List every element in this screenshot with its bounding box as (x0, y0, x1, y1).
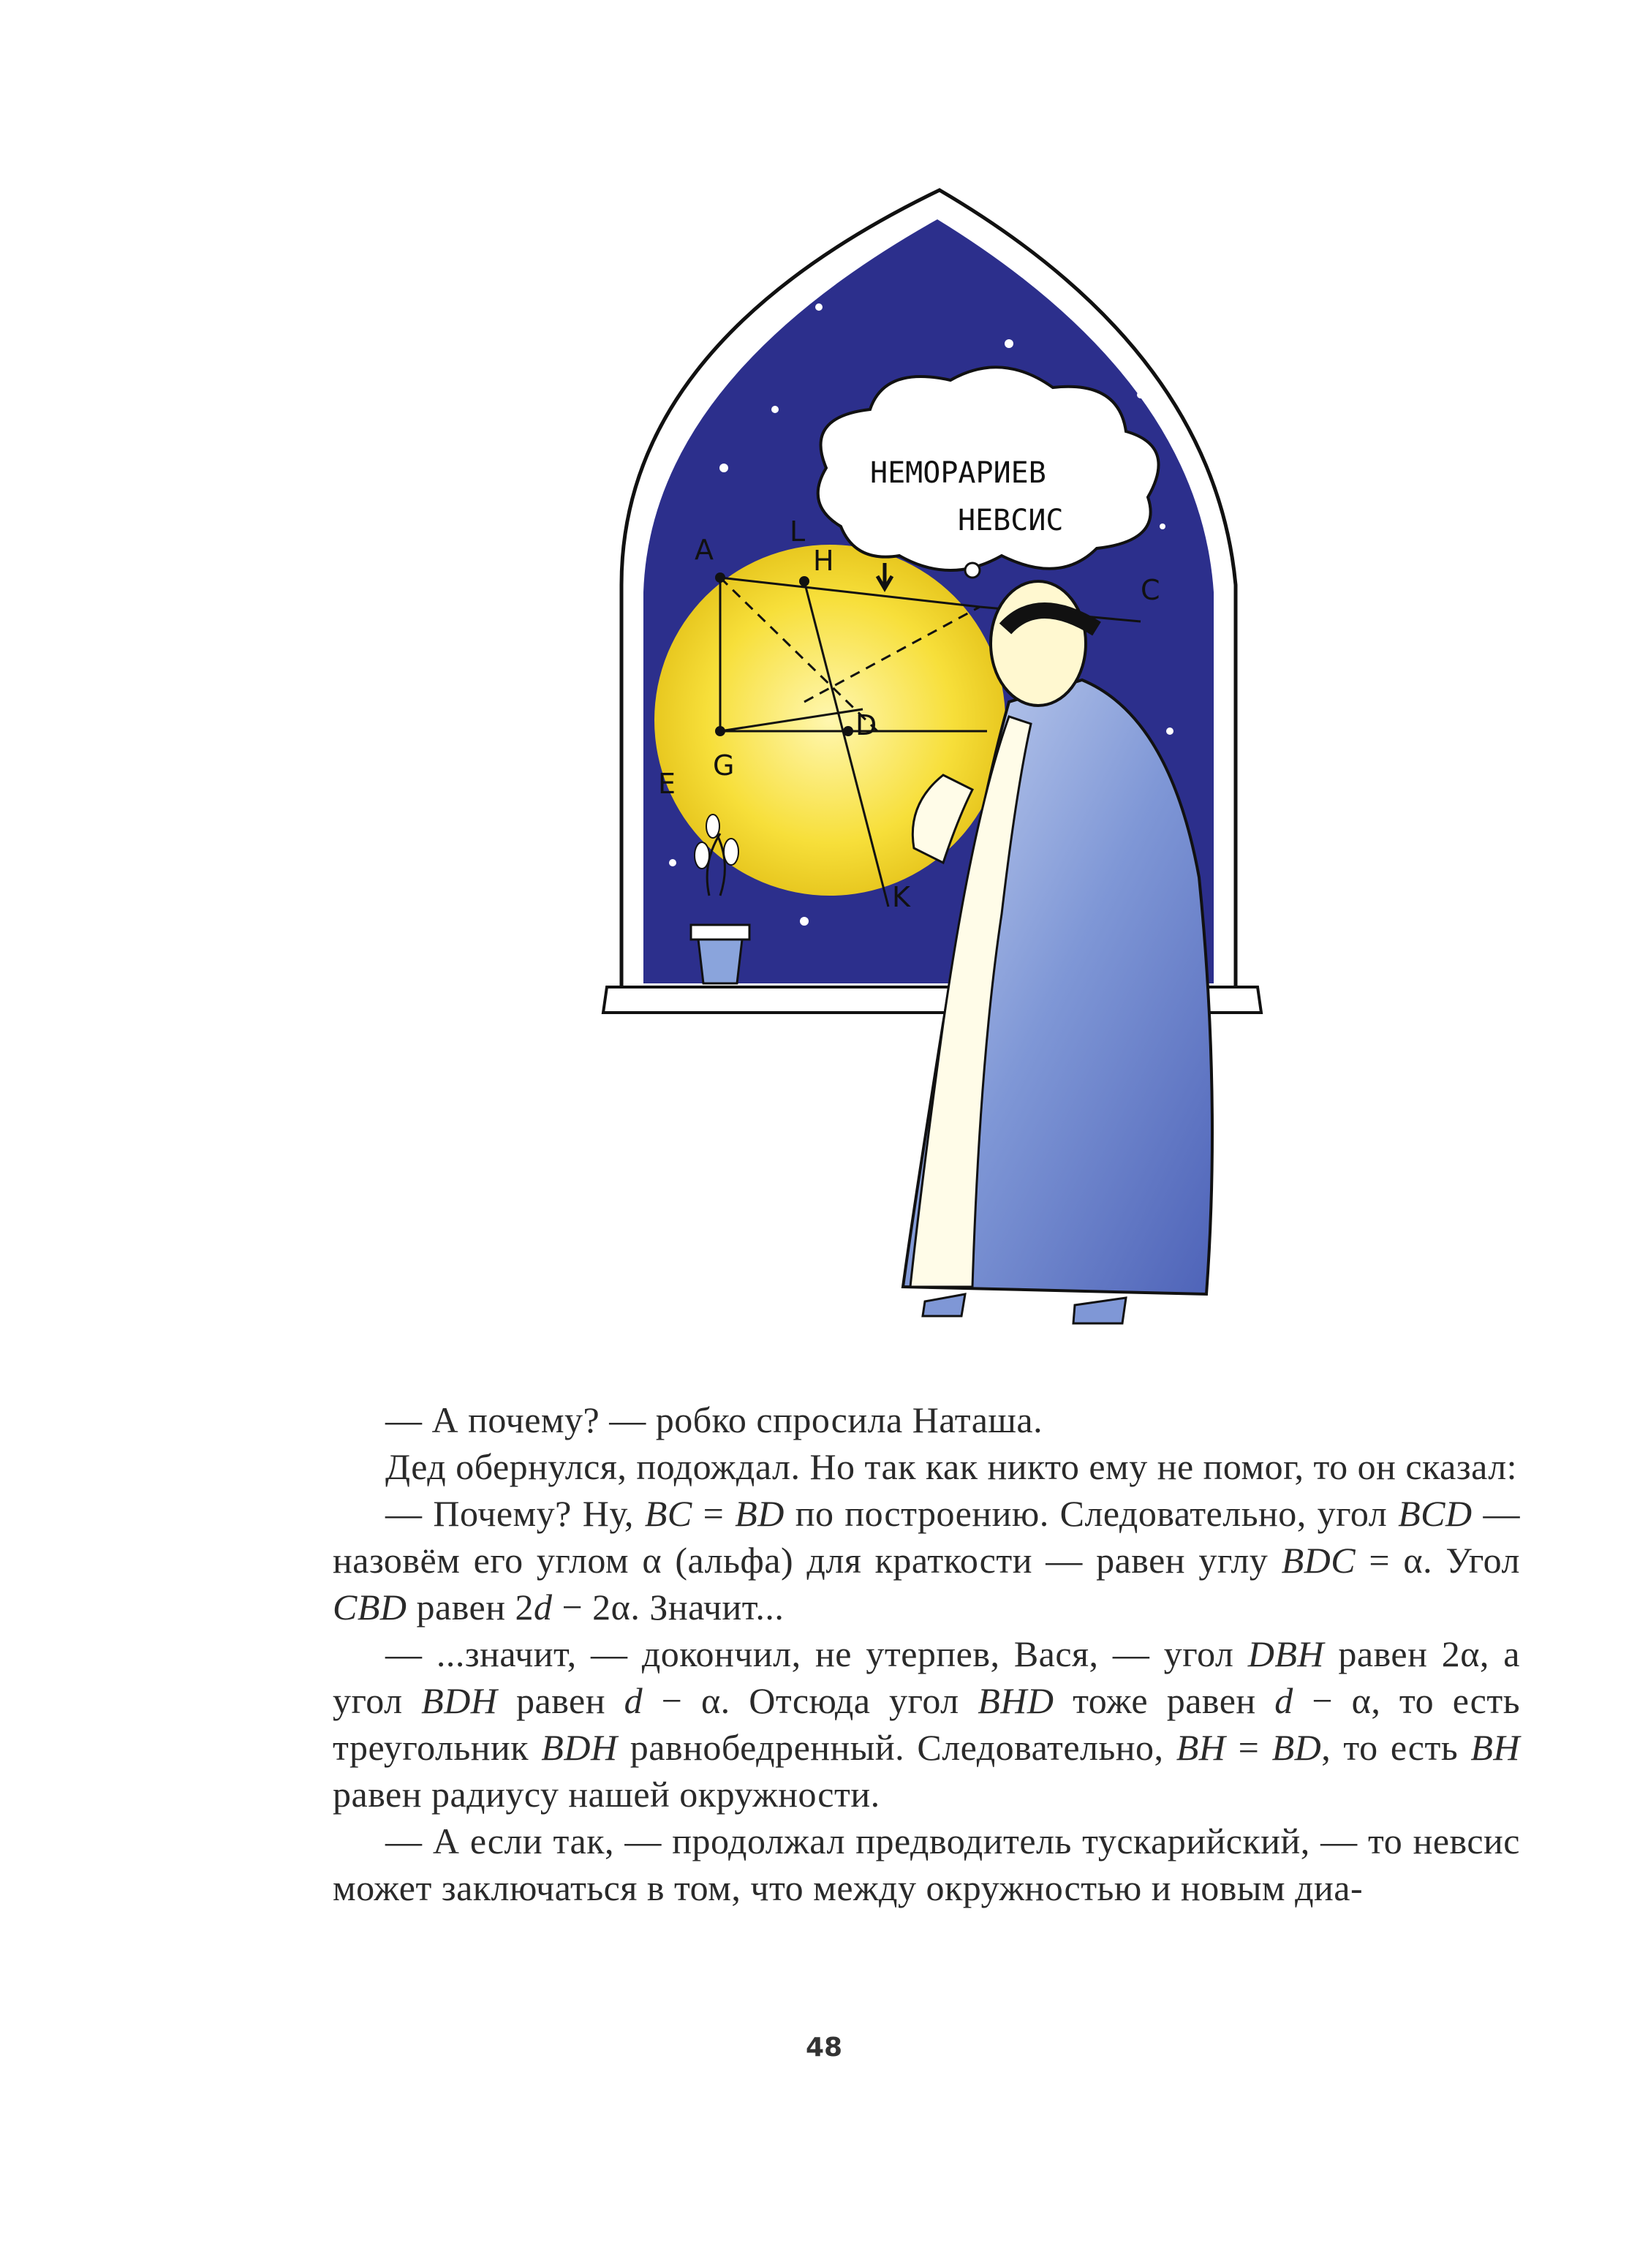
paragraph-1: — А почему? — робко спросила Наташа. (385, 1399, 1043, 1440)
cloud-line-2: НЕВСИС (958, 504, 1064, 537)
cloud-line-1: НЕМОРАРИЕВ (870, 456, 1046, 490)
label-c: C (1141, 574, 1160, 606)
page-number: 48 (805, 2033, 843, 2063)
moon (654, 545, 1005, 896)
label-k: K (892, 881, 910, 913)
label-g: G (713, 749, 735, 782)
label-e: E (658, 768, 676, 800)
paragraph-2: Дед обернулся, подождал. Но так как никто ему не помог, то он сказал: (385, 1446, 1518, 1487)
paragraph-5: — А если так, — продолжал предводитель тускарийский, — то невсис может заключаться в том, что между окружностью и новым диа- (333, 1821, 1520, 1908)
body-text (333, 1396, 1520, 1911)
paragraph-3: — Почему? Ну, BC = BD по построению. Следовательно, угол BCD — назовём его углом α (альфа) для краткости — равен углу BDC = α. Угол CBD равен 2d − 2α. Значит... (333, 1493, 1521, 1628)
paragraph-4: — ...значит, — докончил, не утерпев, Вася, — угол DBH равен 2α, а угол BDH равен d − α. Отсюда угол BHD тоже равен d − α, то есть треугольник BDH равнобедренный. Следовательно, BH = BD, то есть BH равен радиусу нашей окружности. (333, 1633, 1521, 1815)
label-h: H (813, 545, 834, 577)
label-a: A (695, 534, 714, 566)
label-d: D (855, 709, 877, 741)
label-l: L (790, 515, 806, 548)
